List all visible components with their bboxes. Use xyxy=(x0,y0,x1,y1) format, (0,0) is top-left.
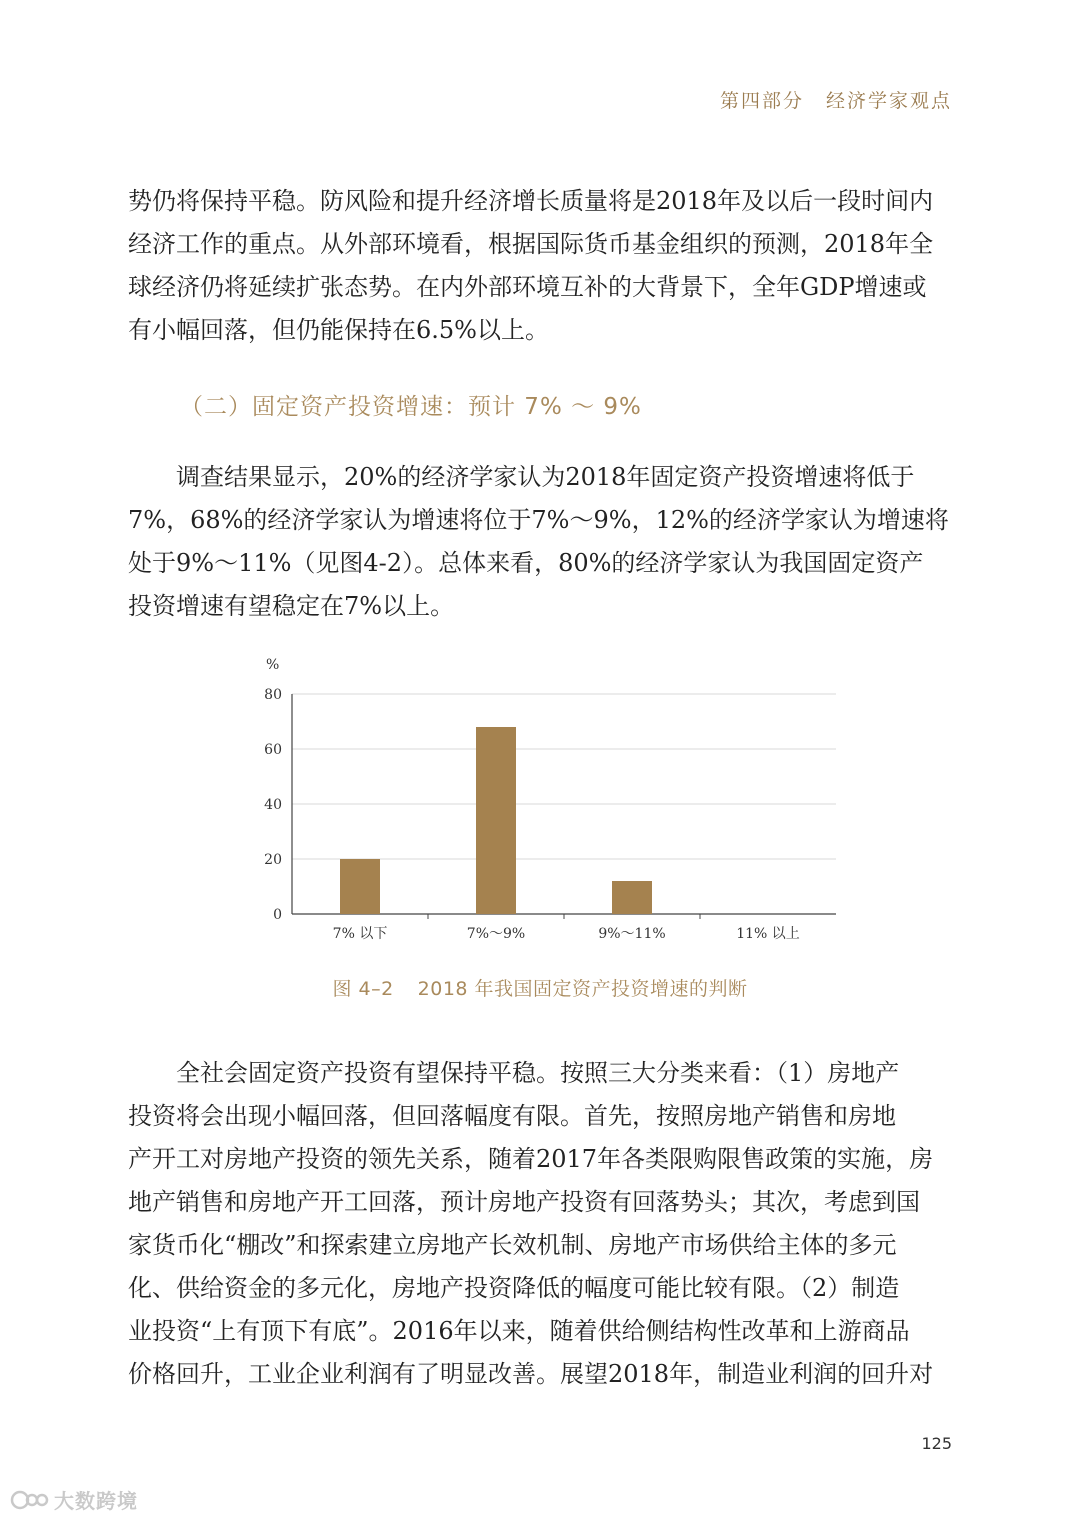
y-tick-label: 20 xyxy=(264,852,282,868)
paragraph-line: 经济工作的重点。从外部环境看，根据国际货币基金组织的预测，2018年全 xyxy=(128,230,934,258)
figure-caption xyxy=(0,974,1080,1001)
bar-chart-svg xyxy=(250,650,850,950)
paragraph-line: 全社会固定资产投资有望保持平稳。按照三大分类来看：（1）房地产 xyxy=(176,1059,900,1087)
paragraph-line: 业投资“上有顶下有底”。2016年以来，随着供给侧结构性改革和上游商品 xyxy=(128,1317,910,1345)
paragraph-line: 化、供给资金的多元化，房地产投资降低的幅度可能比较有限。（2）制造 xyxy=(128,1274,900,1302)
paragraph-line: 家货币化“棚改”和探索建立房地产长效机制、房地产市场供给主体的多元 xyxy=(128,1231,897,1259)
watermark-logo-icon xyxy=(10,1488,50,1512)
paragraph-3 xyxy=(128,1052,956,1396)
paragraph-line: 势仍将保持平稳。防风险和提升经济增长质量将是2018年及以后一段时间内 xyxy=(128,187,934,215)
paragraph-line: 调查结果显示，20%的经济学家认为2018年固定资产投资增速将低于 xyxy=(176,463,915,491)
running-header xyxy=(720,86,952,113)
paragraph-line: 产开工对房地产投资的领先关系，随着2017年各类限购限售政策的实施，房 xyxy=(128,1145,934,1173)
bar-chart xyxy=(250,650,850,950)
header-part: 第四部分 xyxy=(719,90,804,112)
figure-title: 2018 年我国固定资产投资增速的判断 xyxy=(417,978,748,1000)
figure-label: 图 4–2 xyxy=(332,978,394,1000)
header-title: 经济学家观点 xyxy=(825,90,952,112)
page-number: 125 xyxy=(921,1434,952,1453)
x-tick-label: 7%～9% xyxy=(466,926,526,942)
y-axis-unit-label: % xyxy=(266,657,280,673)
x-tick-label: 11% 以上 xyxy=(736,926,800,942)
watermark xyxy=(10,1485,138,1514)
watermark-text: 大数跨境 xyxy=(54,1489,138,1513)
y-tick-label: 0 xyxy=(273,907,282,923)
y-tick-label: 40 xyxy=(264,797,282,813)
bar xyxy=(340,859,380,914)
x-tick-label: 7% 以下 xyxy=(332,926,388,942)
paragraph-2 xyxy=(128,456,956,628)
x-tick-label: 9%～11% xyxy=(598,926,666,942)
paragraph-line: 处于9%～11%（见图4-2）。总体来看，80%的经济学家认为我国固定资产 xyxy=(128,549,924,577)
y-tick-label: 80 xyxy=(264,687,282,703)
y-tick-label: 60 xyxy=(264,742,282,758)
section-heading: （二）固定资产投资增速：预计 7% ～ 9% xyxy=(180,394,642,420)
paragraph-line: 价格回升，工业企业利润有了明显改善。展望2018年，制造业利润的回升对 xyxy=(128,1360,934,1388)
paragraph-line: 地产销售和房地产开工回落，预计房地产投资有回落势头；其次，考虑到国 xyxy=(128,1188,920,1216)
paragraph-line: 投资将会出现小幅回落，但回落幅度有限。首先，按照房地产销售和房地 xyxy=(128,1102,896,1130)
paragraph-line: 有小幅回落，但仍能保持在6.5%以上。 xyxy=(128,316,549,344)
paragraph-line: 球经济仍将延续扩张态势。在内外部环境互补的大背景下，全年GDP增速或 xyxy=(128,273,927,301)
paragraph-1 xyxy=(128,180,956,352)
bar xyxy=(476,727,516,914)
paragraph-line: 投资增速有望稳定在7%以上。 xyxy=(128,592,455,620)
paragraph-line: 7%，68%的经济学家认为增速将位于7%～9%，12%的经济学家认为增速将 xyxy=(128,506,949,534)
bar xyxy=(612,881,652,914)
